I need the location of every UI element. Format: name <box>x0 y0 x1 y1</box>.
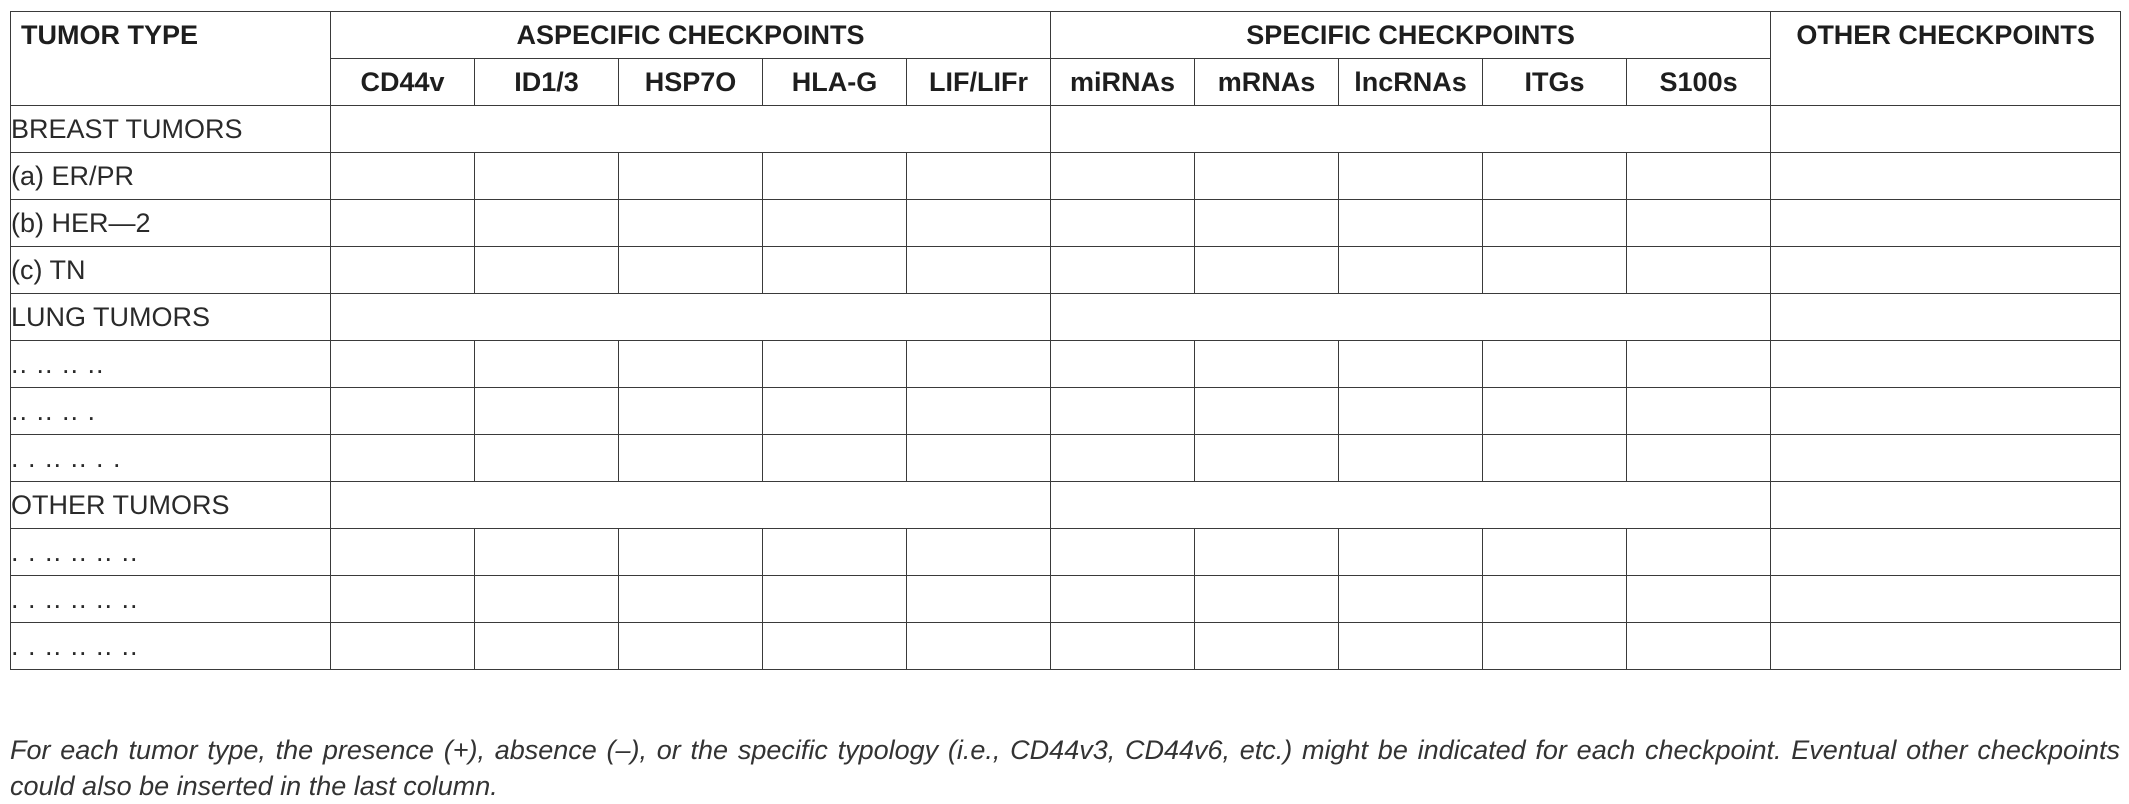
table-cell <box>1339 529 1483 576</box>
column-header-mrnas: mRNAs <box>1195 59 1339 106</box>
table-cell <box>1195 200 1339 247</box>
group-specific-cell <box>1051 106 1771 153</box>
table-cell <box>763 576 907 623</box>
group-row-lung-tumors <box>11 294 2121 341</box>
group-other-cell <box>1771 482 2121 529</box>
table-cell <box>1339 388 1483 435</box>
table-cell <box>619 341 763 388</box>
group-label-lung-tumors: LUNG TUMORS <box>11 294 331 341</box>
specific-checkpoints-header: SPECIFIC CHECKPOINTS <box>1051 12 1771 59</box>
table-cell <box>763 529 907 576</box>
column-header-mirnas: miRNAs <box>1051 59 1195 106</box>
table-cell <box>1051 576 1195 623</box>
group-specific-cell <box>1051 482 1771 529</box>
row-label-placeholder: .. .. .. . <box>11 388 331 435</box>
table-cell <box>1771 200 2121 247</box>
table-cell <box>331 623 475 670</box>
table-cell <box>1627 388 1771 435</box>
row-label-placeholder: .. .. .. .. <box>11 341 331 388</box>
table-cell <box>1195 529 1339 576</box>
group-row-breast-tumors <box>11 106 2121 153</box>
table-cell <box>475 576 619 623</box>
table-cell <box>475 341 619 388</box>
table-cell <box>1627 247 1771 294</box>
table-cell <box>1771 341 2121 388</box>
column-header-itgs: ITGs <box>1483 59 1627 106</box>
table-cell <box>1771 435 2121 482</box>
table-cell <box>1627 623 1771 670</box>
table-cell <box>1339 576 1483 623</box>
table-cell <box>619 200 763 247</box>
table-cell <box>619 623 763 670</box>
table-cell <box>1339 623 1483 670</box>
table-cell <box>331 388 475 435</box>
table-cell <box>763 200 907 247</box>
table-cell <box>1771 153 2121 200</box>
table-cell <box>619 435 763 482</box>
table-cell <box>1051 247 1195 294</box>
table-cell <box>331 529 475 576</box>
table-cell <box>907 247 1051 294</box>
table-cell <box>763 247 907 294</box>
table-cell <box>475 247 619 294</box>
group-aspecific-cell <box>331 482 1051 529</box>
table-cell <box>907 388 1051 435</box>
table-row <box>11 153 2121 200</box>
table-cell <box>1627 341 1771 388</box>
table-cell <box>763 341 907 388</box>
table-cell <box>1771 623 2121 670</box>
table-cell <box>1339 200 1483 247</box>
table-cell <box>475 388 619 435</box>
group-label-other-tumors: OTHER TUMORS <box>11 482 331 529</box>
table-cell <box>1483 623 1627 670</box>
table-cell <box>907 341 1051 388</box>
table-cell <box>331 153 475 200</box>
table-cell <box>907 435 1051 482</box>
table-row <box>11 529 2121 576</box>
table-cell <box>1339 153 1483 200</box>
row-label-placeholder: . . .. .. .. .. <box>11 529 331 576</box>
table-cell <box>1627 576 1771 623</box>
table-cell <box>1483 576 1627 623</box>
table-row <box>11 623 2121 670</box>
column-header-lncrnas: lncRNAs <box>1339 59 1483 106</box>
table-cell <box>1195 247 1339 294</box>
table-cell <box>1339 341 1483 388</box>
column-header-cd44v: CD44v <box>331 59 475 106</box>
tumor-type-header: TUMOR TYPE <box>11 12 331 106</box>
table-cell <box>1483 435 1627 482</box>
table-cell <box>1051 388 1195 435</box>
row-label-er-pr: (a) ER/PR <box>11 153 331 200</box>
group-aspecific-cell <box>331 294 1051 341</box>
table-cell <box>1771 576 2121 623</box>
row-label-placeholder: . . .. .. . . <box>11 435 331 482</box>
table-cell <box>475 200 619 247</box>
table-cell <box>1195 388 1339 435</box>
checkpoint-table <box>10 11 2121 670</box>
table-cell <box>1627 435 1771 482</box>
table-cell <box>763 388 907 435</box>
table-cell <box>1483 200 1627 247</box>
table-cell <box>1051 529 1195 576</box>
table-cell <box>475 153 619 200</box>
table-cell <box>1483 341 1627 388</box>
table-row <box>11 576 2121 623</box>
table-cell <box>907 200 1051 247</box>
table-cell <box>331 435 475 482</box>
aspecific-checkpoints-header: ASPECIFIC CHECKPOINTS <box>331 12 1051 59</box>
table-cell <box>1483 388 1627 435</box>
row-label-placeholder: . . .. .. .. .. <box>11 576 331 623</box>
column-header-hsp70: HSP7O <box>619 59 763 106</box>
table-cell <box>1483 529 1627 576</box>
other-checkpoints-header: OTHER CHECKPOINTS <box>1771 12 2121 106</box>
table-cell <box>619 388 763 435</box>
table-cell <box>619 576 763 623</box>
row-label-placeholder: . . .. .. .. .. <box>11 623 331 670</box>
table-cell <box>1051 341 1195 388</box>
table-cell <box>1051 623 1195 670</box>
header-row-top <box>11 12 2121 59</box>
table-cell <box>763 623 907 670</box>
table-row <box>11 341 2121 388</box>
group-label-breast-tumors: BREAST TUMORS <box>11 106 331 153</box>
table-cell <box>1195 576 1339 623</box>
table-cell <box>1771 247 2121 294</box>
group-other-cell <box>1771 106 2121 153</box>
table-cell <box>331 576 475 623</box>
column-header-id1-3: ID1/3 <box>475 59 619 106</box>
table-cell <box>907 576 1051 623</box>
table-cell <box>763 435 907 482</box>
column-header-lif-lifr: LIF/LIFr <box>907 59 1051 106</box>
table-cell <box>619 247 763 294</box>
table-cell <box>331 200 475 247</box>
table-row <box>11 388 2121 435</box>
table-cell <box>1195 153 1339 200</box>
table-cell <box>331 341 475 388</box>
table-cell <box>1339 247 1483 294</box>
table-cell <box>1051 435 1195 482</box>
table-cell <box>1195 435 1339 482</box>
table-cell <box>619 529 763 576</box>
table-row <box>11 435 2121 482</box>
table-cell <box>907 529 1051 576</box>
table-cell <box>1483 153 1627 200</box>
group-other-cell <box>1771 294 2121 341</box>
column-header-s100s: S100s <box>1627 59 1771 106</box>
table-cell <box>1627 153 1771 200</box>
table-cell <box>1627 200 1771 247</box>
row-label-tn: (c) TN <box>11 247 331 294</box>
row-label-her-2: (b) HER—2 <box>11 200 331 247</box>
table-cell <box>907 623 1051 670</box>
table-cell <box>1051 200 1195 247</box>
column-header-hla-g: HLA-G <box>763 59 907 106</box>
table-cell <box>331 247 475 294</box>
table-row <box>11 247 2121 294</box>
table-row <box>11 200 2121 247</box>
table-cell <box>1339 435 1483 482</box>
group-aspecific-cell <box>331 106 1051 153</box>
table-cell <box>1195 623 1339 670</box>
table-cell <box>1051 153 1195 200</box>
table-cell <box>475 623 619 670</box>
table-cell <box>619 153 763 200</box>
table-cell <box>1771 388 2121 435</box>
table-cell <box>1771 529 2121 576</box>
table-cell <box>1483 247 1627 294</box>
table-cell <box>475 529 619 576</box>
table-cell <box>763 153 907 200</box>
group-specific-cell <box>1051 294 1771 341</box>
group-row-other-tumors <box>11 482 2121 529</box>
table-cell <box>1195 341 1339 388</box>
table-cell <box>1627 529 1771 576</box>
table-cell <box>475 435 619 482</box>
table-cell <box>907 153 1051 200</box>
table-footnote: For each tumor type, the presence (+), absence (–), or the specific typology (i.e., CD44v3, CD44v6, etc.) might be indicated for each checkpoint. Eventual other checkpoints could also be inserted in the last column. <box>10 735 2120 801</box>
